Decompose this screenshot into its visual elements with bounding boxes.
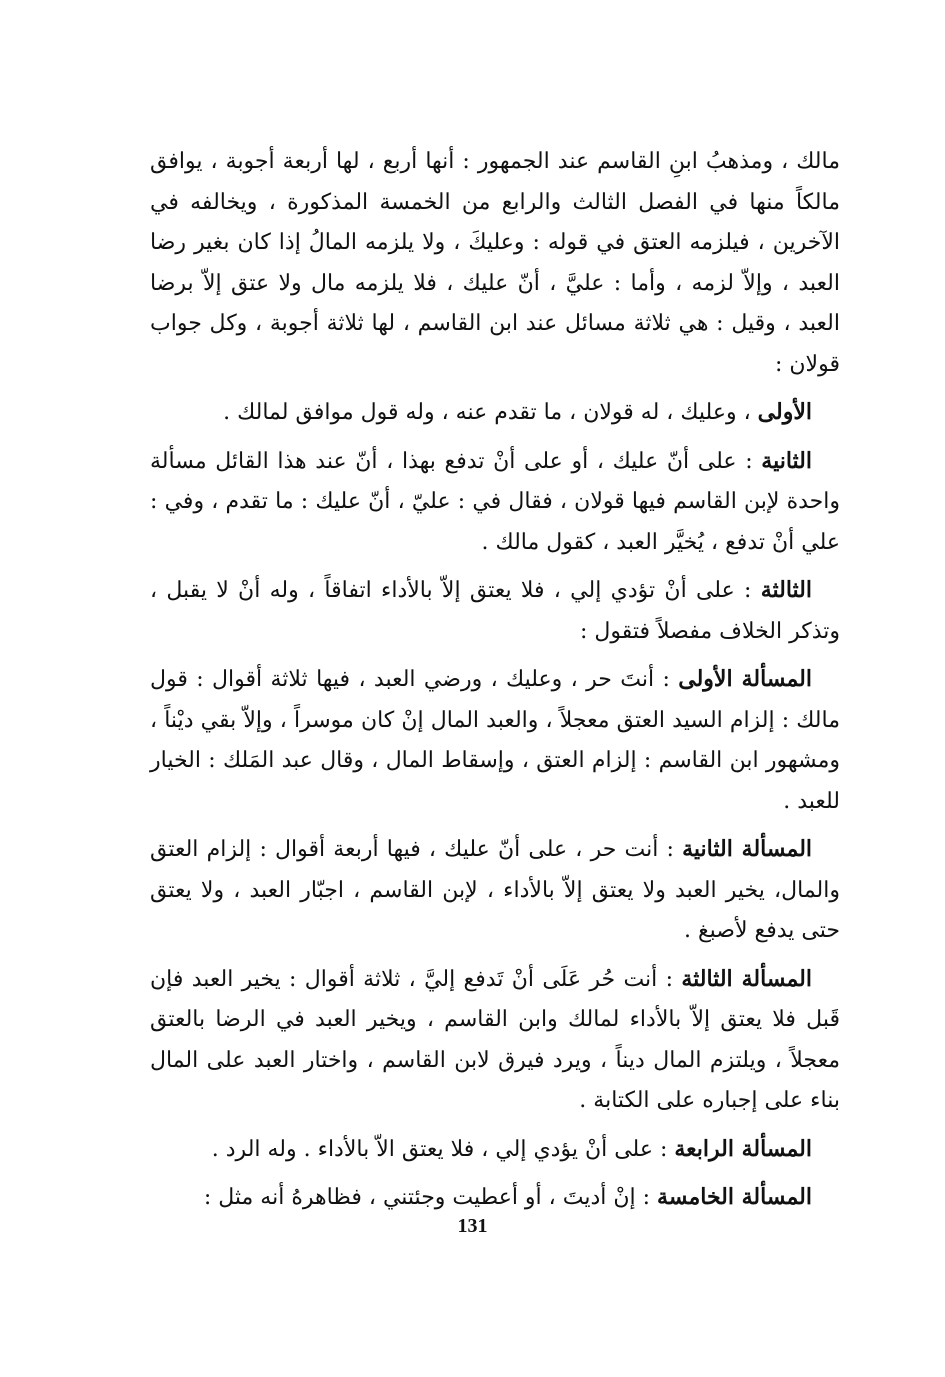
issue-fifth-text: : إنْ أديتَ ، أو أعطيت وجئتني ، فظاهرهُ أنه مثل :	[203, 1185, 658, 1210]
answer-second-label: الثانية	[761, 447, 812, 474]
issue-first	[150, 659, 840, 822]
answer-third	[150, 570, 840, 652]
answer-third-text: : على أنْ تؤدي إلي ، فلا يعتق إلاّ بالأداء اتفاقاً ، وله أنْ لا يقبل ، وتذكر الخلاف مفصلاً فتقول :	[150, 578, 840, 644]
issue-fifth-label: المسألة الخامسة	[657, 1184, 812, 1210]
answer-second	[150, 441, 840, 564]
answer-first-text: ، وعليك ، له قولان ، ما تقدم عنه ، وله قول موافق لمالك .	[223, 400, 758, 425]
issue-fifth	[150, 1177, 840, 1219]
issue-third-text: : أنت حُر عَلَى أنْ تَدفع إليَّ ، ثلاثة أقوال : يخير العبد فإن قَبل فلا يعتق إلاّ بالأداء لمالك وابن القاسم ، ويخير العبد في الرضا بالعتق معجلاً ، ويلتزم المال ديناً ، ويرد فيرق لابن القاسم ، واختار العبد على المال بناء على إجباره على الكتابة .	[150, 966, 840, 1113]
issue-fourth-label: المسألة الرابعة	[674, 1135, 812, 1162]
answer-third-label: الثالثة	[760, 577, 812, 603]
page-number: 131	[457, 1215, 488, 1237]
issue-second-text: : أنت حر ، على أنّ عليك ، فيها أربعة أقوال : إلزام العتق والمال، يخير العبد ولا يعتق إلاّ بالأداء ، لإبن القاسم ، اجبّار العبد ، ولا يعتق حتى يدفع لأصبغ .	[150, 837, 840, 943]
answer-first	[150, 392, 840, 434]
issue-fourth	[150, 1129, 840, 1171]
answer-second-text: : على أنّ عليك ، أو على أنْ تدفع بهذا ، أنّ عند هذا القائل مسألة واحدة لإبن القاسم فيها قولان ، فقال في : عليّ ، أنّ عليك : ما تقدم ، وفي : علي أنْ تدفع ، يُخيَّر العبد ، كقول مالك .	[150, 448, 840, 555]
issue-second-label: المسألة الثانية	[682, 836, 813, 862]
answer-first-label: الأولى	[757, 399, 812, 425]
intro-paragraph: مالك ، ومذهبُ ابنِ القاسم عند الجمهور : أنها أربع ، لها أربعة أجوبة ، يوافق مالكاً منها في الفصل الثالث والرابع من الخمسة المذكورة ، ويخالفه في الآخرين ، فيلزمه العتق في قوله : وعليكَ ، ولا يلزمه المالُ إذا كان بغير رضا العبد ، وإلاّ لزمه ، وأما : عليَّ ، أنّ عليك ، فلا يلزمه مال ولا عتق إلاّ برضا العبد ، وقيل : هي ثلاثة مسائل عند ابن القاسم ، لها ثلاثة أجوبة ، وكل جواب قولان :	[150, 149, 840, 377]
issue-fourth-text: : على أنْ يؤدي إلي ، فلا يعتق الاّ بالأداء . وله الرد .	[211, 1136, 675, 1162]
issue-third	[150, 959, 840, 1122]
issue-third-label: المسألة الثالثة	[681, 965, 812, 992]
page-body	[150, 142, 840, 1226]
issue-first-label: المسألة الأولى	[678, 666, 812, 692]
issue-first-text: : أنتَ حر ، وعليك ، ورضي العبد ، فيها ثلاثة أقوال : قول مالك : إلزام السيد العتق معجلاً ، والعبد المال إنْ كان موسراً ، وإلاّ بقي ديْناً ، ومشهور ابن القاسم : إلزام العتق ، وإسقاط المال ، وقال عبد المَلك : الخيار للعبد .	[150, 667, 840, 814]
issue-second	[150, 829, 840, 952]
